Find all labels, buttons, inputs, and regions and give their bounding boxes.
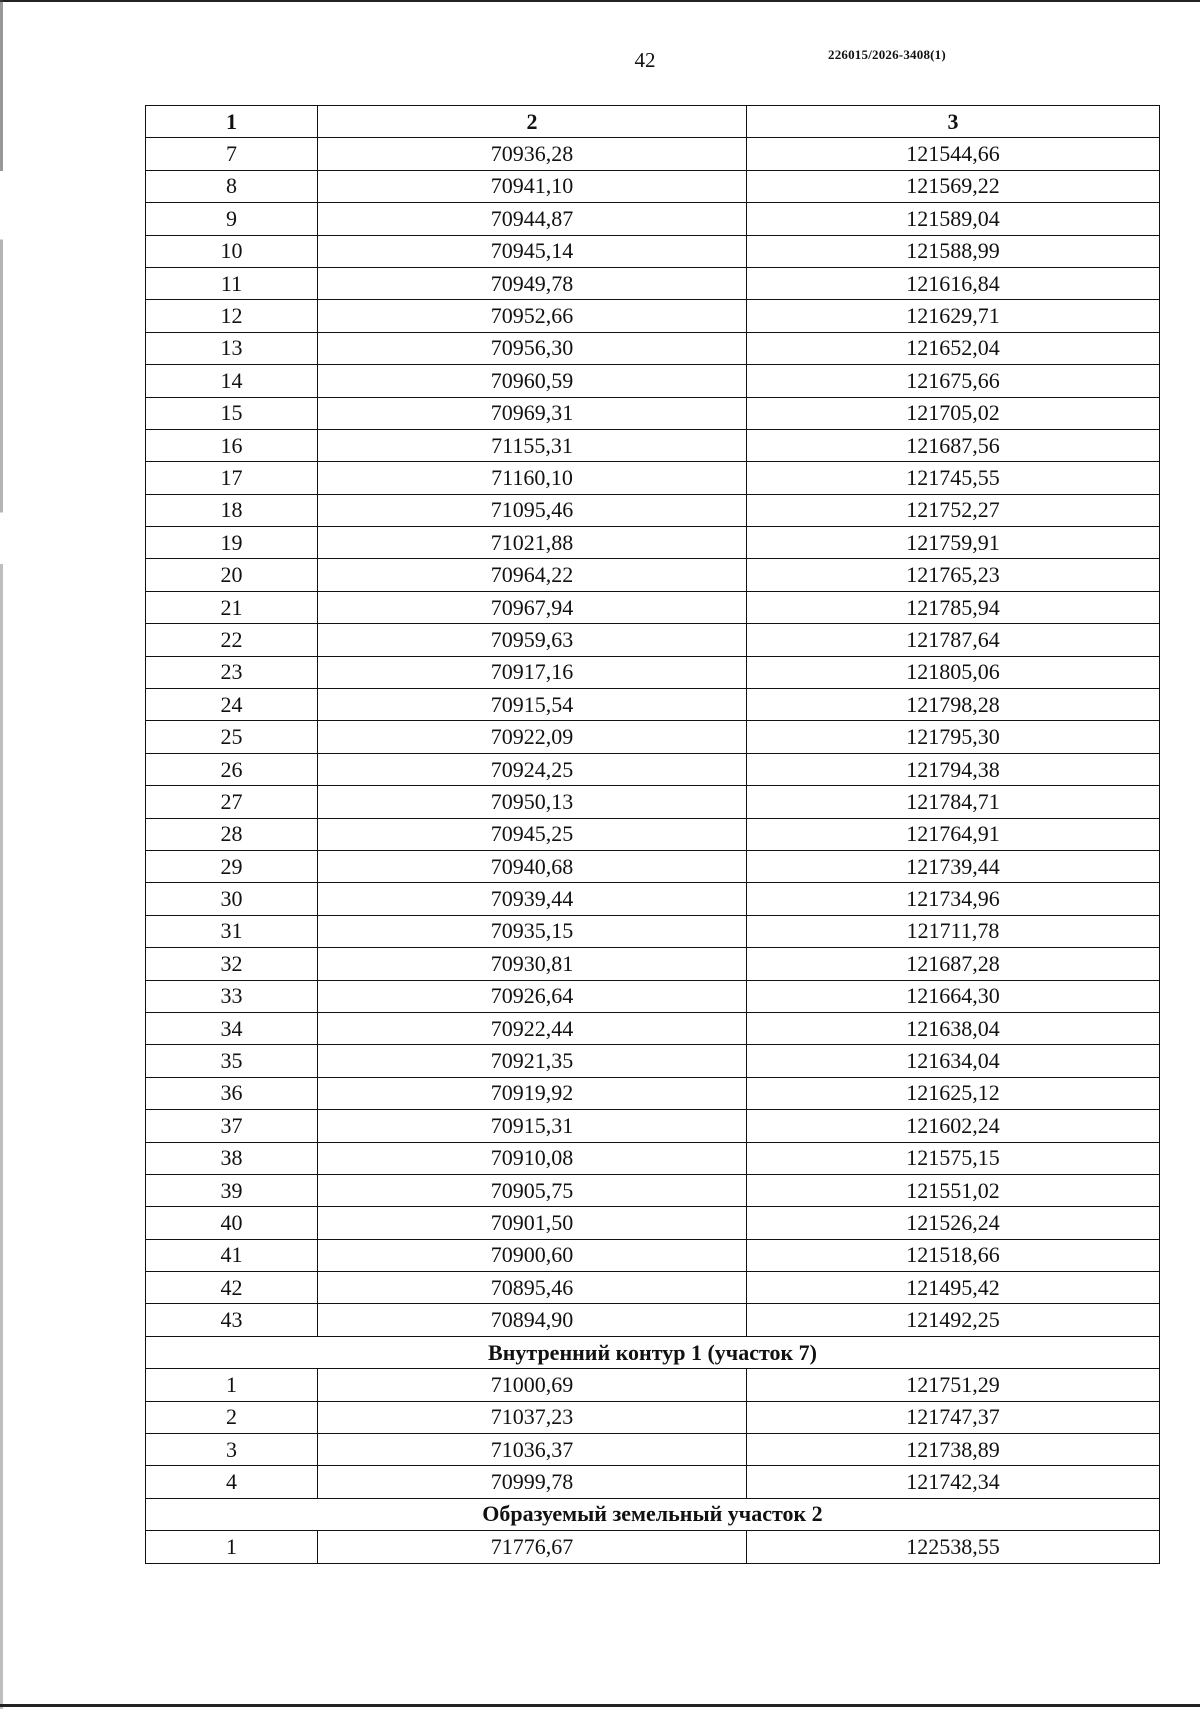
cell-y-coordinate: 121798,28 bbox=[747, 689, 1160, 721]
cell-y-coordinate: 121495,42 bbox=[747, 1272, 1160, 1304]
cell-x-coordinate: 70939,44 bbox=[318, 883, 747, 915]
cell-y-coordinate: 121602,24 bbox=[747, 1110, 1160, 1142]
cell-y-coordinate: 121738,89 bbox=[747, 1434, 1160, 1466]
table-row bbox=[146, 1369, 1160, 1401]
cell-y-coordinate: 121765,23 bbox=[747, 559, 1160, 591]
cell-point-number: 23 bbox=[146, 656, 318, 688]
cell-x-coordinate: 70922,44 bbox=[318, 1012, 747, 1044]
cell-x-coordinate: 70964,22 bbox=[318, 559, 747, 591]
section-heading-row bbox=[146, 1498, 1160, 1530]
cell-point-number: 22 bbox=[146, 624, 318, 656]
cell-y-coordinate: 121675,66 bbox=[747, 365, 1160, 397]
cell-point-number: 40 bbox=[146, 1207, 318, 1239]
table-row bbox=[146, 462, 1160, 494]
cell-x-coordinate: 71160,10 bbox=[318, 462, 747, 494]
table-row bbox=[146, 170, 1160, 202]
table-row bbox=[146, 624, 1160, 656]
cell-y-coordinate: 121687,56 bbox=[747, 429, 1160, 461]
cell-point-number: 20 bbox=[146, 559, 318, 591]
table-row bbox=[146, 1077, 1160, 1109]
cell-y-coordinate: 121745,55 bbox=[747, 462, 1160, 494]
scan-edge-bottom bbox=[0, 1704, 1200, 1707]
cell-x-coordinate: 70935,15 bbox=[318, 915, 747, 947]
cell-point-number: 26 bbox=[146, 753, 318, 785]
table-row bbox=[146, 818, 1160, 850]
cell-x-coordinate: 70952,66 bbox=[318, 300, 747, 332]
table-row bbox=[146, 1110, 1160, 1142]
cell-point-number: 1 bbox=[146, 1531, 318, 1563]
cell-point-number: 27 bbox=[146, 786, 318, 818]
table-row bbox=[146, 786, 1160, 818]
cell-point-number: 28 bbox=[146, 818, 318, 850]
cell-y-coordinate: 121589,04 bbox=[747, 203, 1160, 235]
table-row bbox=[146, 397, 1160, 429]
table-row bbox=[146, 1304, 1160, 1336]
cell-y-coordinate: 121652,04 bbox=[747, 332, 1160, 364]
cell-x-coordinate: 71000,69 bbox=[318, 1369, 747, 1401]
table-row bbox=[146, 1142, 1160, 1174]
cell-point-number: 33 bbox=[146, 980, 318, 1012]
table-row bbox=[146, 365, 1160, 397]
cell-x-coordinate: 70895,46 bbox=[318, 1272, 747, 1304]
table-row bbox=[146, 948, 1160, 980]
cell-y-coordinate: 121742,34 bbox=[747, 1466, 1160, 1498]
cell-x-coordinate: 70910,08 bbox=[318, 1142, 747, 1174]
section-heading: Образуемый земельный участок 2 bbox=[146, 1498, 1160, 1530]
cell-x-coordinate: 71037,23 bbox=[318, 1401, 747, 1433]
cell-x-coordinate: 71021,88 bbox=[318, 527, 747, 559]
cell-point-number: 30 bbox=[146, 883, 318, 915]
cell-point-number: 14 bbox=[146, 365, 318, 397]
cell-x-coordinate: 70915,31 bbox=[318, 1110, 747, 1142]
table-row bbox=[146, 1239, 1160, 1271]
cell-point-number: 39 bbox=[146, 1174, 318, 1206]
cell-point-number: 8 bbox=[146, 170, 318, 202]
cell-x-coordinate: 70945,25 bbox=[318, 818, 747, 850]
table-header-row bbox=[146, 106, 1160, 138]
table-row bbox=[146, 850, 1160, 882]
cell-point-number: 36 bbox=[146, 1077, 318, 1109]
cell-point-number: 2 bbox=[146, 1401, 318, 1433]
cell-x-coordinate: 70936,28 bbox=[318, 138, 747, 170]
column-header-point: 1 bbox=[146, 106, 318, 138]
table-row bbox=[146, 1434, 1160, 1466]
scan-edge-top bbox=[0, 0, 1200, 2]
table-row bbox=[146, 980, 1160, 1012]
table-row bbox=[146, 332, 1160, 364]
cell-y-coordinate: 121739,44 bbox=[747, 850, 1160, 882]
table-row bbox=[146, 753, 1160, 785]
cell-y-coordinate: 121751,29 bbox=[747, 1369, 1160, 1401]
cell-y-coordinate: 121544,66 bbox=[747, 138, 1160, 170]
table-row bbox=[146, 883, 1160, 915]
cell-y-coordinate: 121795,30 bbox=[747, 721, 1160, 753]
cell-y-coordinate: 121805,06 bbox=[747, 656, 1160, 688]
cell-y-coordinate: 121752,27 bbox=[747, 494, 1160, 526]
cell-y-coordinate: 122538,55 bbox=[747, 1531, 1160, 1563]
cell-x-coordinate: 70950,13 bbox=[318, 786, 747, 818]
cell-x-coordinate: 70960,59 bbox=[318, 365, 747, 397]
table-row bbox=[146, 1045, 1160, 1077]
cell-x-coordinate: 71776,67 bbox=[318, 1531, 747, 1563]
table-row bbox=[146, 138, 1160, 170]
cell-point-number: 43 bbox=[146, 1304, 318, 1336]
page-number: 42 bbox=[634, 48, 656, 72]
cell-point-number: 16 bbox=[146, 429, 318, 461]
cell-point-number: 29 bbox=[146, 850, 318, 882]
cell-y-coordinate: 121664,30 bbox=[747, 980, 1160, 1012]
table-row bbox=[146, 656, 1160, 688]
cell-y-coordinate: 121759,91 bbox=[747, 527, 1160, 559]
table-row bbox=[146, 203, 1160, 235]
cell-y-coordinate: 121629,71 bbox=[747, 300, 1160, 332]
cell-y-coordinate: 121569,22 bbox=[747, 170, 1160, 202]
cell-x-coordinate: 70941,10 bbox=[318, 170, 747, 202]
cell-x-coordinate: 70930,81 bbox=[318, 948, 747, 980]
cell-point-number: 24 bbox=[146, 689, 318, 721]
table-row bbox=[146, 527, 1160, 559]
cell-x-coordinate: 70921,35 bbox=[318, 1045, 747, 1077]
cell-point-number: 10 bbox=[146, 235, 318, 267]
cell-y-coordinate: 121705,02 bbox=[747, 397, 1160, 429]
cell-point-number: 42 bbox=[146, 1272, 318, 1304]
table-row bbox=[146, 1466, 1160, 1498]
cell-x-coordinate: 70959,63 bbox=[318, 624, 747, 656]
cell-x-coordinate: 71036,37 bbox=[318, 1434, 747, 1466]
cell-point-number: 15 bbox=[146, 397, 318, 429]
cell-y-coordinate: 121784,71 bbox=[747, 786, 1160, 818]
cell-point-number: 34 bbox=[146, 1012, 318, 1044]
cell-x-coordinate: 70917,16 bbox=[318, 656, 747, 688]
cell-y-coordinate: 121747,37 bbox=[747, 1401, 1160, 1433]
cell-x-coordinate: 70999,78 bbox=[318, 1466, 747, 1498]
document-reference: 226015/2026-3408(1) bbox=[828, 47, 946, 62]
cell-x-coordinate: 70956,30 bbox=[318, 332, 747, 364]
table-row bbox=[146, 1272, 1160, 1304]
cell-x-coordinate: 70905,75 bbox=[318, 1174, 747, 1206]
cell-point-number: 25 bbox=[146, 721, 318, 753]
cell-y-coordinate: 121638,04 bbox=[747, 1012, 1160, 1044]
cell-point-number: 4 bbox=[146, 1466, 318, 1498]
cell-x-coordinate: 70967,94 bbox=[318, 591, 747, 623]
table-row bbox=[146, 267, 1160, 299]
cell-y-coordinate: 121687,28 bbox=[747, 948, 1160, 980]
cell-x-coordinate: 70940,68 bbox=[318, 850, 747, 882]
table-row bbox=[146, 494, 1160, 526]
scan-edge-left bbox=[0, 0, 3, 1709]
cell-x-coordinate: 70919,92 bbox=[318, 1077, 747, 1109]
cell-point-number: 17 bbox=[146, 462, 318, 494]
table-row bbox=[146, 300, 1160, 332]
cell-y-coordinate: 121634,04 bbox=[747, 1045, 1160, 1077]
cell-y-coordinate: 121616,84 bbox=[747, 267, 1160, 299]
cell-x-coordinate: 70922,09 bbox=[318, 721, 747, 753]
cell-x-coordinate: 70926,64 bbox=[318, 980, 747, 1012]
cell-point-number: 1 bbox=[146, 1369, 318, 1401]
cell-x-coordinate: 70944,87 bbox=[318, 203, 747, 235]
cell-y-coordinate: 121764,91 bbox=[747, 818, 1160, 850]
table-row bbox=[146, 721, 1160, 753]
coordinates-table-body bbox=[146, 138, 1160, 1563]
cell-point-number: 9 bbox=[146, 203, 318, 235]
table-row bbox=[146, 1174, 1160, 1206]
section-heading-row bbox=[146, 1336, 1160, 1368]
table-row bbox=[146, 1012, 1160, 1044]
table-row bbox=[146, 1401, 1160, 1433]
column-header-y: 3 bbox=[747, 106, 1160, 138]
cell-y-coordinate: 121492,25 bbox=[747, 1304, 1160, 1336]
cell-y-coordinate: 121526,24 bbox=[747, 1207, 1160, 1239]
cell-point-number: 12 bbox=[146, 300, 318, 332]
cell-point-number: 13 bbox=[146, 332, 318, 364]
table-row bbox=[146, 689, 1160, 721]
coordinates-table bbox=[145, 105, 1160, 1564]
cell-point-number: 19 bbox=[146, 527, 318, 559]
cell-point-number: 21 bbox=[146, 591, 318, 623]
table-row bbox=[146, 591, 1160, 623]
cell-y-coordinate: 121551,02 bbox=[747, 1174, 1160, 1206]
cell-y-coordinate: 121518,66 bbox=[747, 1239, 1160, 1271]
cell-y-coordinate: 121588,99 bbox=[747, 235, 1160, 267]
cell-x-coordinate: 70945,14 bbox=[318, 235, 747, 267]
cell-point-number: 11 bbox=[146, 267, 318, 299]
cell-point-number: 37 bbox=[146, 1110, 318, 1142]
cell-y-coordinate: 121575,15 bbox=[747, 1142, 1160, 1174]
cell-y-coordinate: 121785,94 bbox=[747, 591, 1160, 623]
cell-x-coordinate: 70924,25 bbox=[318, 753, 747, 785]
column-header-x: 2 bbox=[318, 106, 747, 138]
cell-point-number: 41 bbox=[146, 1239, 318, 1271]
cell-y-coordinate: 121794,38 bbox=[747, 753, 1160, 785]
cell-point-number: 31 bbox=[146, 915, 318, 947]
table-row bbox=[146, 915, 1160, 947]
table-row bbox=[146, 235, 1160, 267]
cell-point-number: 3 bbox=[146, 1434, 318, 1466]
cell-x-coordinate: 70969,31 bbox=[318, 397, 747, 429]
cell-x-coordinate: 70915,54 bbox=[318, 689, 747, 721]
cell-x-coordinate: 70894,90 bbox=[318, 1304, 747, 1336]
cell-point-number: 18 bbox=[146, 494, 318, 526]
table-row bbox=[146, 1531, 1160, 1563]
table-row bbox=[146, 1207, 1160, 1239]
cell-y-coordinate: 121711,78 bbox=[747, 915, 1160, 947]
cell-x-coordinate: 70949,78 bbox=[318, 267, 747, 299]
cell-x-coordinate: 71095,46 bbox=[318, 494, 747, 526]
table-row bbox=[146, 559, 1160, 591]
cell-point-number: 7 bbox=[146, 138, 318, 170]
cell-x-coordinate: 70900,60 bbox=[318, 1239, 747, 1271]
cell-point-number: 35 bbox=[146, 1045, 318, 1077]
cell-point-number: 38 bbox=[146, 1142, 318, 1174]
cell-y-coordinate: 121787,64 bbox=[747, 624, 1160, 656]
cell-x-coordinate: 70901,50 bbox=[318, 1207, 747, 1239]
table-row bbox=[146, 429, 1160, 461]
cell-x-coordinate: 71155,31 bbox=[318, 429, 747, 461]
cell-y-coordinate: 121625,12 bbox=[747, 1077, 1160, 1109]
cell-y-coordinate: 121734,96 bbox=[747, 883, 1160, 915]
cell-point-number: 32 bbox=[146, 948, 318, 980]
section-heading: Внутренний контур 1 (участок 7) bbox=[146, 1336, 1160, 1368]
